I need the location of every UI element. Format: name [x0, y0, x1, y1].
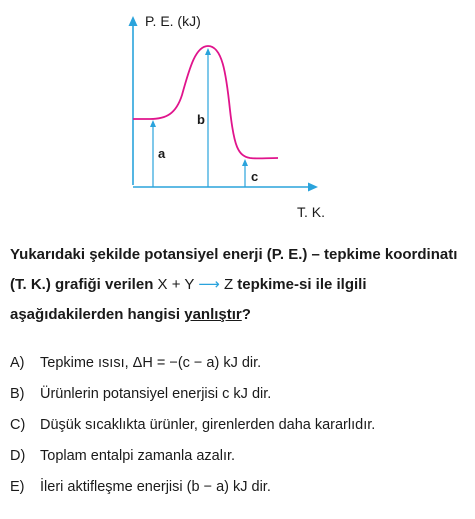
option-letter: B)	[10, 386, 25, 402]
question-text	[10, 240, 468, 330]
reaction-equation	[158, 276, 234, 293]
energy-curve	[133, 46, 278, 158]
arrow-c-head	[242, 159, 248, 166]
energy-diagram	[0, 0, 475, 235]
option-c[interactable]	[10, 410, 470, 441]
arrow-b-head	[205, 48, 211, 55]
option-e[interactable]	[10, 472, 470, 503]
option-letter: C)	[10, 417, 26, 433]
label-b: b	[197, 112, 205, 127]
underlined-word: yanlıştır	[184, 306, 242, 323]
option-text: Düşük sıcaklıkta ürünler, girenlerden daha kararlıdır.	[40, 417, 376, 433]
option-text: İleri aktifleşme enerjisi (b − a) kJ dir.	[40, 479, 271, 495]
product: Z	[223, 276, 234, 293]
option-d[interactable]	[10, 441, 470, 472]
option-a[interactable]	[10, 348, 470, 379]
option-b[interactable]	[10, 379, 470, 410]
question-part1: Yukarıdaki şekilde potansiyel enerji (P. E.) – tepkime koordinatı (T. K.) grafiği verilen	[10, 246, 458, 293]
answer-options	[10, 348, 470, 503]
question-part2: tepkime-si ile ilgili aşağıdakilerden hangisi	[10, 276, 367, 323]
reaction-arrow-icon: ⟶	[198, 276, 220, 293]
y-axis-label: P. E. (kJ)	[145, 13, 201, 29]
x-axis-label: T. K.	[297, 204, 326, 220]
label-a: a	[158, 146, 166, 161]
option-text: Tepkime ısısı, ΔH = −(c − a) kJ dir.	[40, 355, 262, 371]
y-axis-arrowhead	[129, 16, 138, 26]
reactants: X + Y	[157, 276, 195, 293]
option-letter: A)	[10, 355, 25, 371]
question-end: ?	[241, 306, 251, 323]
option-letter: D)	[10, 448, 26, 464]
option-text: Toplam entalpi zamanla azalır.	[40, 448, 236, 464]
option-text: Ürünlerin potansiyel enerjisi c kJ dir.	[40, 386, 272, 402]
arrow-a-head	[150, 120, 156, 127]
label-c: c	[251, 169, 259, 184]
option-letter: E)	[10, 479, 25, 495]
x-axis-arrowhead	[308, 183, 318, 192]
